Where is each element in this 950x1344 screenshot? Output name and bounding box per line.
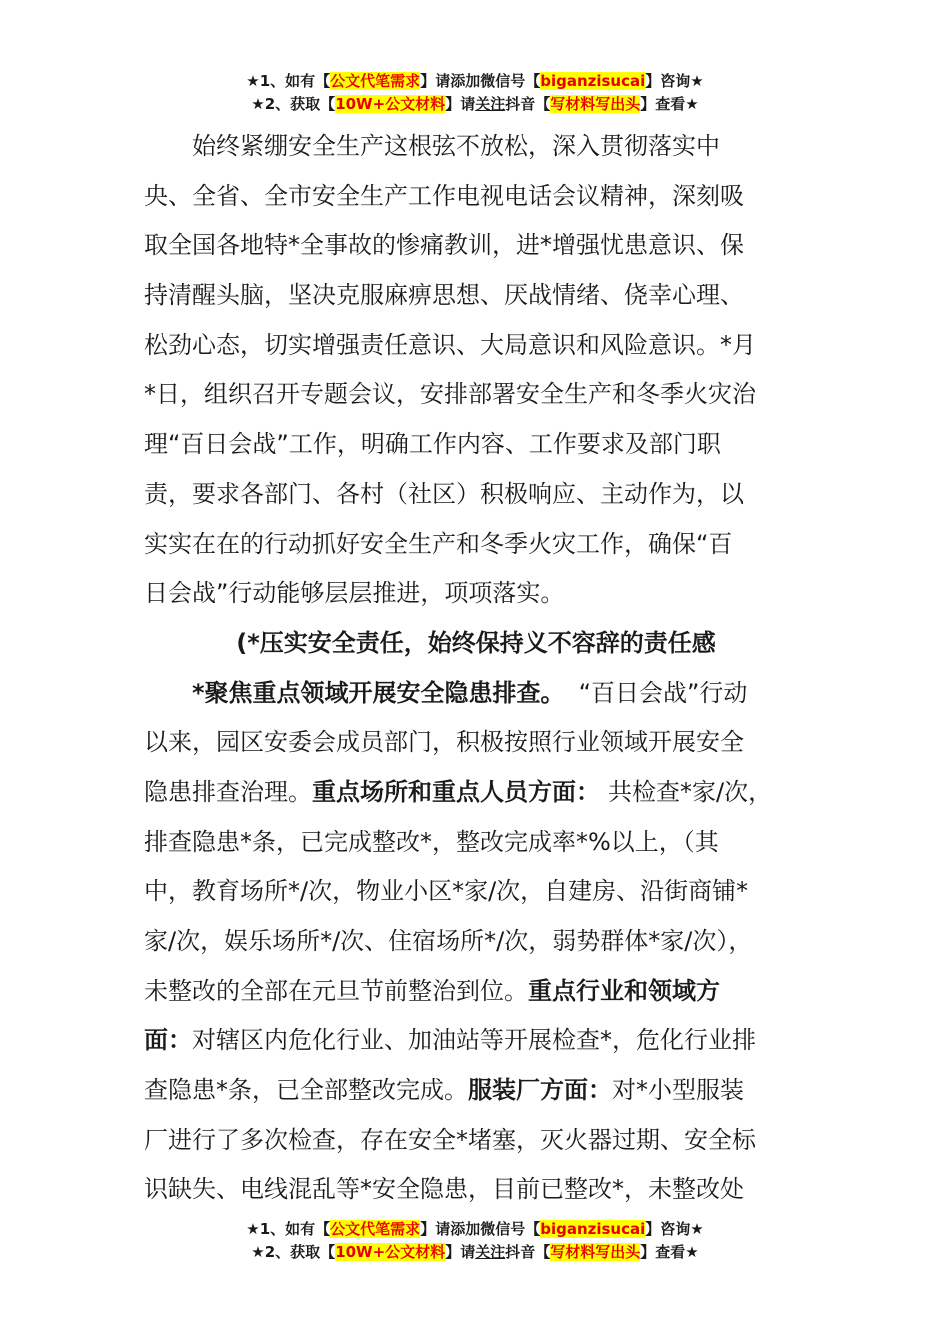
subheading-text: *聚焦重点领域开展安全隐患排查。 [144, 678, 565, 707]
text-line [144, 221, 808, 271]
banner-highlight: biganzisucai [540, 1220, 646, 1238]
banner-highlight: 10W+公文材料 [335, 1243, 446, 1261]
banner-text: 】请 [445, 1243, 476, 1261]
bold-label: 面： [144, 1026, 192, 1055]
text-line [144, 718, 808, 768]
text: *日，组织召开专题会议，安排部署安全生产和冬季火灾治 [144, 380, 756, 409]
section-heading [144, 619, 808, 669]
bold-label: 服装厂方面： [468, 1076, 612, 1105]
text: 责，要求各部门、各村（社区）积极响应、主动作为，以 [144, 479, 744, 508]
text-line [144, 420, 808, 470]
text: 隐患排查治理。 [144, 777, 312, 806]
top-banner [0, 70, 950, 116]
text-line [144, 569, 808, 619]
banner-highlight: 写材料写出头 [550, 1243, 641, 1261]
banner-highlight: 写材料写出头 [550, 95, 641, 113]
banner-line-2 [0, 1241, 950, 1264]
text-line [144, 1066, 808, 1116]
banner-text: ★2、获取【 [251, 1243, 336, 1261]
text-line [144, 917, 808, 967]
banner-underline: 关注 [475, 95, 506, 113]
text-line [144, 1165, 808, 1215]
text-line [144, 669, 808, 719]
text: 共检查*家/次， [608, 777, 773, 806]
text: 始终紧绷安全生产这根弦不放松，深入贯彻落实中 [144, 132, 720, 160]
banner-text: 】请添加微信号【 [420, 1220, 541, 1238]
text: 取全国各地特*全事故的惨痛教训，进*增强忧患意识、保 [144, 231, 744, 260]
text: 排查隐患*条，已完成整改*，整改完成率*%以上，（其 [144, 827, 719, 856]
banner-line-2 [0, 93, 950, 116]
text: 持清醒头脑，坚决克服麻痹思想、厌战情绪、侥幸心理、 [144, 281, 744, 310]
text: 理“百日会战”工作，明确工作内容、工作要求及部门职 [144, 430, 721, 459]
text: 查隐患*条，已全部整改完成。 [144, 1076, 468, 1105]
text-line [144, 1116, 808, 1166]
banner-text: 抖音【 [505, 1243, 551, 1261]
text: “百日会战”行动 [578, 678, 748, 707]
text: 对辖区内危化行业、加油站等开展检查*，危化行业排 [192, 1026, 756, 1055]
banner-text: 】请添加微信号【 [420, 72, 541, 90]
text-line [144, 370, 808, 420]
text-line [144, 768, 808, 818]
text: 家/次，娱乐场所*/次、住宿场所*/次，弱势群体*家/次）， [144, 927, 753, 955]
text: 未整改的全部在元旦节前整治到位。 [144, 976, 528, 1005]
banner-line-1 [0, 1218, 950, 1241]
banner-text: 】咨询★ [645, 72, 704, 90]
banner-text: 】查看★ [640, 95, 699, 113]
banner-text: 】请 [445, 95, 476, 113]
text: 央、全省、全市安全生产工作电视电话会议精神，深刻吸 [144, 181, 744, 210]
banner-line-1 [0, 70, 950, 93]
text: 识缺失、电线混乱等*安全隐患，目前已整改*，未整改处 [144, 1175, 744, 1204]
text-line [144, 967, 808, 1017]
banner-highlight: biganzisucai [540, 72, 646, 90]
text: 日会战”行动能够层层推进，项项落实。 [144, 579, 565, 608]
banner-text: 】查看★ [640, 1243, 699, 1261]
text-line [144, 1016, 808, 1066]
text: 中，教育场所*/次，物业小区*家/次，自建房、沿街商铺* [144, 877, 749, 906]
heading-text: (*压实安全责任，始终保持义不容辞的责任感 [236, 628, 716, 657]
text-line [144, 321, 808, 371]
banner-highlight: 公文代笔需求 [330, 1220, 421, 1238]
text: 对*小型服装 [612, 1076, 744, 1105]
banner-text: ★1、如有【 [246, 1220, 331, 1238]
text-line [144, 122, 808, 172]
banner-highlight: 10W+公文材料 [335, 95, 446, 113]
text: 松劲心态，切实增强责任意识、大局意识和风险意识。*月 [144, 330, 756, 359]
text: 实实在在的行动抓好安全生产和冬季火灾工作，确保“百 [144, 529, 733, 558]
bottom-banner [0, 1218, 950, 1264]
text-line [144, 172, 808, 222]
text-line [144, 818, 808, 868]
document-body [144, 122, 808, 1215]
bold-label: 重点行业和领域方 [528, 976, 720, 1005]
text: 厂进行了多次检查，存在安全*堵塞，灭火器过期、安全标 [144, 1125, 756, 1154]
banner-text: ★2、获取【 [251, 95, 336, 113]
banner-underline: 关注 [475, 1243, 506, 1261]
banner-highlight: 公文代笔需求 [330, 72, 421, 90]
text-line [144, 271, 808, 321]
text-line [144, 867, 808, 917]
text: 以来，园区安委会成员部门，积极按照行业领域开展安全 [144, 728, 744, 757]
text-line [144, 470, 808, 520]
text-line [144, 520, 808, 570]
bold-label: 重点场所和重点人员方面： [312, 777, 600, 806]
banner-text: ★1、如有【 [246, 72, 331, 90]
banner-text: 抖音【 [505, 95, 551, 113]
banner-text: 】咨询★ [645, 1220, 704, 1238]
